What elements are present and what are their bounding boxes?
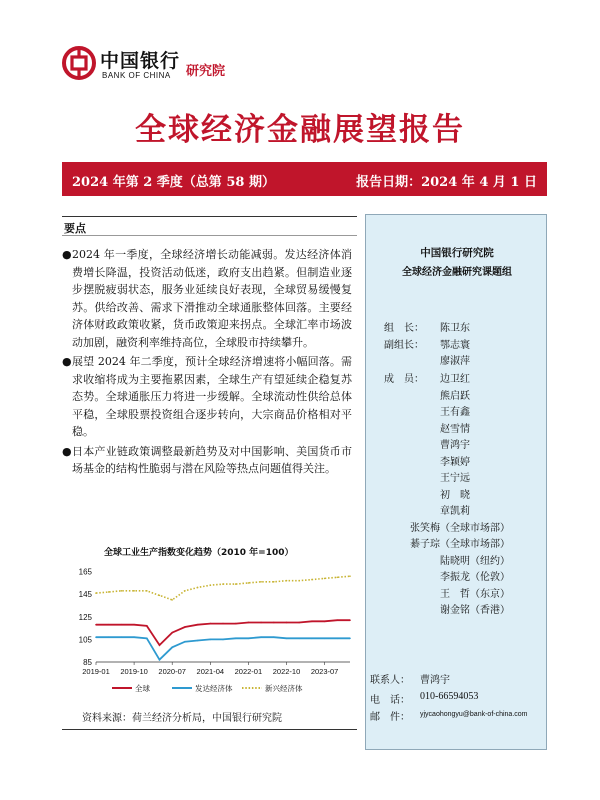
data-point [248,637,250,639]
contact-name: 曹鸿宇 [420,675,450,686]
data-point [197,640,199,642]
x-tick-label: 2023-07 [310,667,339,676]
member-name: 李颖婷 [440,456,470,468]
legend-label: 全球 [135,684,150,693]
data-point [133,624,135,626]
data-point [235,637,237,639]
key-points-list [62,246,352,480]
divider [62,729,357,730]
key-point-text: 日本产业链政策调整最新趋势及对中国影响、美国货币市场基金的结构性脆弱与潜在风险等热点问题值得关注。 [72,444,352,475]
key-points-heading [62,216,357,236]
data-point [311,621,313,623]
data-point [349,619,351,621]
chart-source: 资料来源：荷兰经济分析局，中国银行研究院 [82,713,282,724]
data-point [159,644,161,646]
key-point-text: 展望 2024 年二季度，预计全球经济增速将小幅回落。需求收缩将成为主要拖累因素，全球生产有望延续企稳复苏态势。全球通胀压力将进一步缓解。全球流动性供给总体平稳，全球股票投资组合逐步转向，大宗商品价格相对平稳。 [72,355,352,438]
x-tick-label: 2021-04 [196,667,225,676]
bullet-dot-icon: ● [62,248,72,261]
data-point [222,623,224,625]
data-point [222,583,224,585]
data-point [121,636,123,638]
contact-label: 联系人： [370,675,410,686]
data-point [273,636,275,638]
member-name: 初 晓 [440,489,470,501]
data-point [121,624,123,626]
key-point-item [62,353,352,441]
member-name: 谢金铭（香港） [440,605,510,616]
data-point [197,624,199,626]
data-point [210,584,212,586]
bank-of-china-logo-icon [62,46,96,80]
leader-name: 陈卫东 [440,323,470,334]
data-point [273,622,275,624]
data-point [171,599,173,601]
data-point [159,659,161,661]
key-point-item [62,443,352,478]
institute-label: 研究院 [186,64,226,79]
legend-label: 新兴经济体 [265,684,303,693]
email-label: 邮 件： [370,712,410,723]
legend-label: 发达经济体 [195,684,233,693]
email-address: yjycaohongyu@bank-of-china.com [420,711,528,718]
report-date: 报告日期：2024 年 4 月 1 日 [356,175,537,190]
issue-bar [62,162,547,196]
data-point [286,637,288,639]
data-point [260,636,262,638]
data-point [248,622,250,624]
data-point [248,582,250,584]
x-tick-label: 2019-01 [82,667,110,676]
panel-group-name: 全球经济金融研究课题组 [402,267,512,278]
data-point [222,639,224,641]
data-point [95,624,97,626]
leader-role-label: 组 长： [384,323,424,334]
data-point [324,578,326,580]
member-name: 王 哲（东京） [440,588,510,600]
member-name: 曹鸿宇 [440,440,470,451]
data-point [286,580,288,582]
member-name: 李振龙（伦敦） [440,572,510,583]
logo-english-name: BANK OF CHINA [102,71,171,80]
x-tick-label: 2022-01 [234,667,263,676]
data-point [95,636,97,638]
series-line [96,637,350,660]
phone-label: 电 话： [370,695,410,706]
y-tick-label: 125 [78,612,92,622]
report-title: 全球经济金融展望报告 [135,112,465,148]
data-point [197,587,199,589]
member-name: 边卫红 [440,374,470,385]
data-point [349,575,351,577]
y-tick-label: 145 [78,590,92,600]
member-name: 章凯莉 [440,506,470,517]
data-point [235,583,237,585]
data-point [133,636,135,638]
key-point-item [62,246,352,351]
data-point [260,581,262,583]
y-tick-label: 85 [83,658,92,667]
data-point [159,595,161,597]
data-point [311,579,313,581]
member-name: 王有鑫 [440,407,470,418]
data-point [184,626,186,628]
data-point [146,625,148,627]
member-name: 陆晓明（纽约） [440,555,510,567]
data-point [349,637,351,639]
data-point [146,590,148,592]
industrial-production-chart [62,560,357,700]
issue-number: 2024 年第 2 季度（总第 58 期） [72,175,275,190]
key-points-heading-label: 要点 [64,222,86,235]
data-point [324,637,326,639]
y-tick-label: 165 [78,567,92,577]
data-point [298,637,300,639]
member-role-label: 成 员： [384,374,424,385]
brand-logo [62,44,262,88]
member-name: 綦子琮（全球市场部） [410,539,510,550]
data-point [298,622,300,624]
data-point [133,590,135,592]
bullet-dot-icon: ● [62,444,72,458]
data-point [171,632,173,634]
data-point [210,623,212,625]
data-point [298,580,300,582]
data-point [95,592,97,594]
deputy-role-label: 副组长： [384,340,424,351]
data-point [235,623,237,625]
data-point [210,639,212,641]
data-point [184,641,186,643]
phone-number: 010-66594053 [420,691,479,702]
panel-organization: 中国银行研究院 [420,247,494,259]
y-tick-label: 105 [78,635,92,645]
bullet-dot-icon: ● [62,355,72,368]
research-team-panel [365,214,547,750]
data-point [337,637,339,639]
data-point [108,624,110,626]
x-tick-label: 2019-10 [120,667,148,676]
member-name: 王宁远 [440,473,470,484]
member-name: 熊启跃 [440,390,470,402]
data-point [108,591,110,593]
x-tick-label: 2022-10 [272,667,301,676]
deputy-name: 廖淑萍 [440,356,470,367]
data-point [260,622,262,624]
chart-title: 全球工业生产指数变化趋势（2010 年=100） [104,548,294,558]
data-point [324,621,326,623]
member-name: 张笑梅（全球市场部） [410,522,510,534]
data-point [146,637,148,639]
data-point [286,622,288,624]
data-point [337,576,339,578]
data-point [184,590,186,592]
key-point-text: 2024 年一季度，全球经济增长动能减弱。发达经济体消费增长降温，投资活动低迷，政府支出趋紧。但制造业逐步摆脱疲弱状态，服务业延续良好表现，全球贸易缓慢复苏。供给改善、需求下滑推动全球通胀整体回落。主要经济体财政政策收紧，货币政策迎来拐点。全球汇率市场波动加剧，融资利率维持高位，全球股市持续攀升。 [72,248,352,349]
data-point [171,647,173,649]
data-point [337,619,339,621]
deputy-name: 鄂志寰 [440,340,470,351]
logo-chinese-name: 中国银行 [100,50,181,72]
x-tick-label: 2020-07 [158,667,186,676]
data-point [121,590,123,592]
member-name: 赵雪情 [440,423,470,435]
data-point [311,637,313,639]
data-point [108,636,110,638]
data-point [273,581,275,583]
